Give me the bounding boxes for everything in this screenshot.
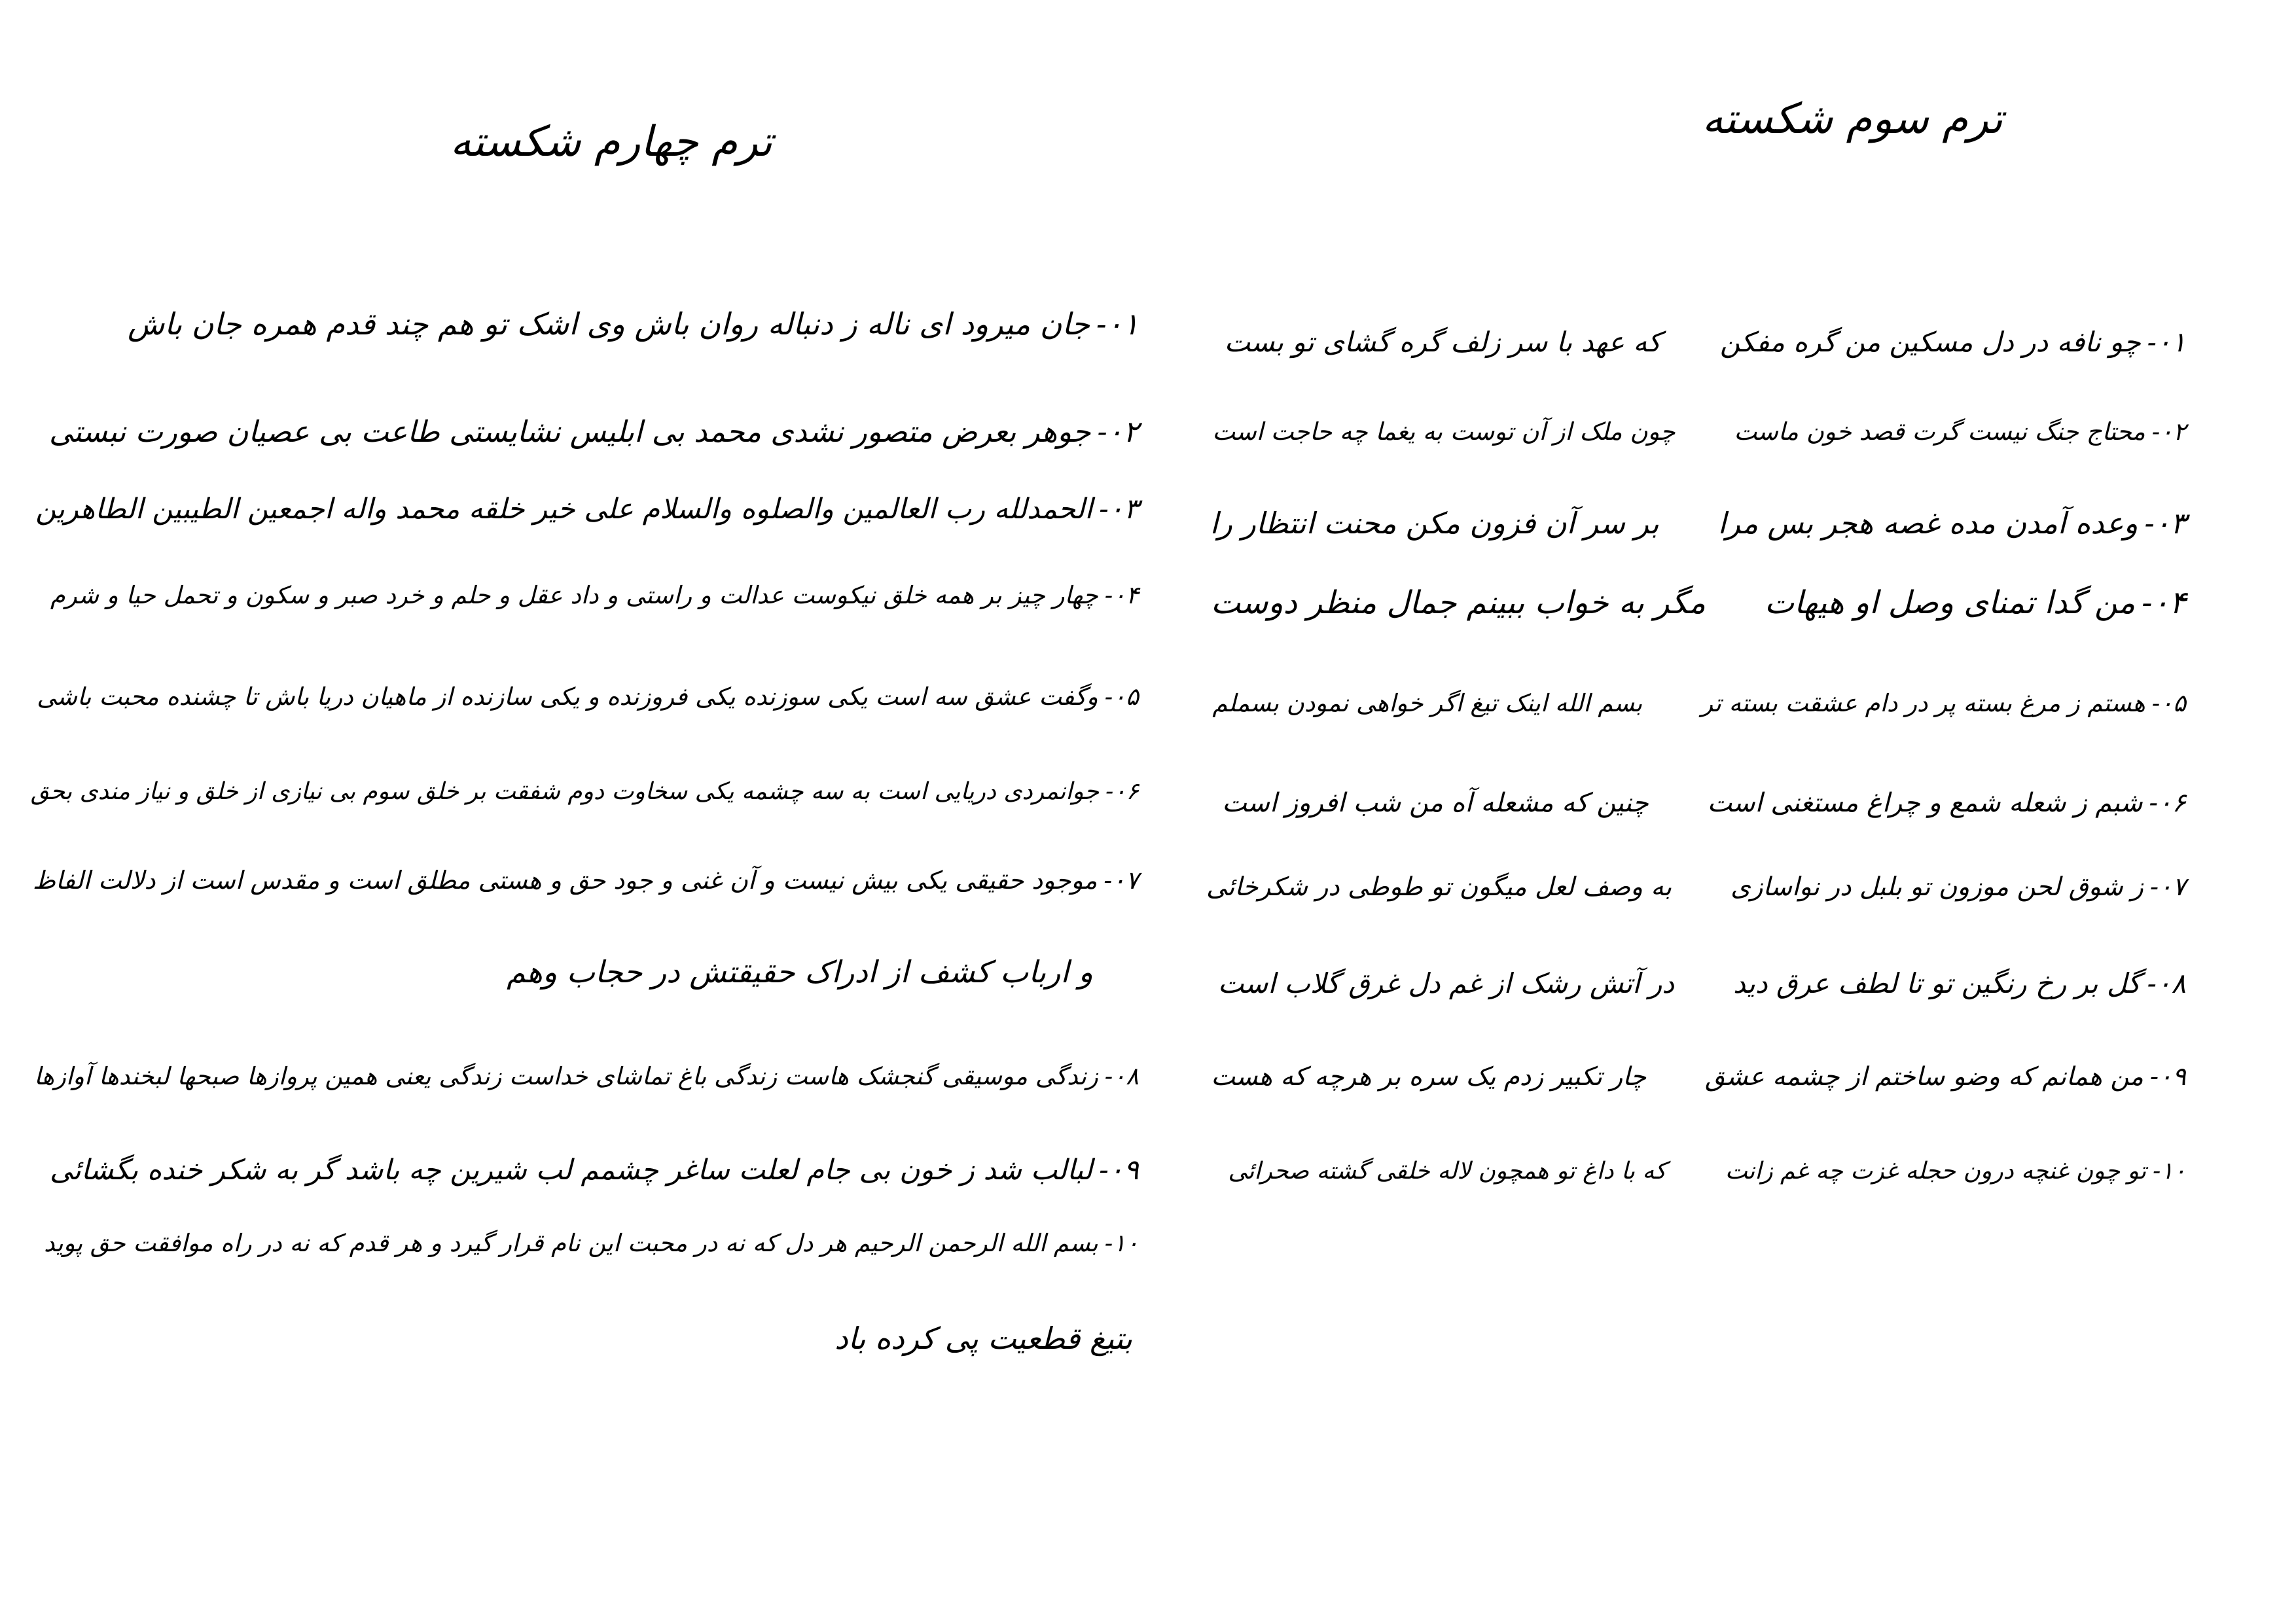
hemistich-first: محتاج جنگ نیست گرت قصد خون ماست	[1734, 418, 2145, 446]
text-line	[50, 582, 1139, 609]
text-line	[50, 1155, 1139, 1186]
text-line	[49, 416, 1139, 448]
line-text: جان میرود ای ناله ز دنباله روان باش وی اشک تو هم چند قدم همره جان باش	[128, 306, 1090, 342]
hemistich-second: چنین که مشعله آه من شب افروز است	[1222, 788, 1649, 818]
text-line	[35, 494, 1139, 525]
hemistich-first: تو چون غنچه درون حجله غزت چه غم زانت	[1725, 1158, 2147, 1185]
line-number: ۰۴-	[1104, 581, 1139, 609]
text-line	[128, 308, 1139, 341]
line-number: ۰۱-	[1096, 306, 1139, 342]
verse-line	[1211, 1063, 2186, 1092]
line-number: ۰۴-	[2142, 584, 2186, 621]
hemistich-first: چو نافه در دل مسکین من گره مفکن	[1719, 326, 2141, 358]
line-number: ۰۵-	[2151, 689, 2186, 717]
line-number: ۱۰-	[2153, 1158, 2186, 1185]
hemistich-first: من همانم که وضو ساختم از چشمه عشق	[1705, 1062, 2144, 1092]
hemistich-first: شبم ز شعله شمع و چراغ مستغنی است	[1707, 788, 2143, 818]
hemistich-first: ز شوق لحن موزون تو بلبل در نواسازی	[1731, 872, 2144, 902]
verse-line	[1211, 586, 2186, 620]
hemistich-second: بر سر آن فزون مکن محنت انتظار را	[1210, 506, 1659, 541]
line-text: چهار چیز بر همه خلق نیکوست عدالت و راستی و داد عقل و حلم و خرد صبر و سکون و تحمل حیا و شرم	[50, 581, 1098, 609]
line-number: ۰۲-	[1097, 414, 1139, 449]
line-number: ۰۷-	[1103, 866, 1139, 895]
text-line	[31, 779, 1139, 805]
text-line	[34, 1063, 1139, 1090]
line-number: ۰۹-	[1099, 1154, 1139, 1186]
hemistich-second: بسم الله اینک تیغ اگر خواهی نمودن بسملم	[1212, 689, 1643, 717]
line-number: ۰۷-	[2149, 872, 2186, 902]
line-number: ۰۳-	[2144, 506, 2186, 541]
line-text: زندگی موسیقی گنجشک هاست زندگی باغ تماشای خداست زندگی یعنی همین پروازها صبحها لبخندها آوازها	[34, 1062, 1098, 1090]
verse-line	[1212, 690, 2186, 717]
verse-line	[1206, 874, 2186, 902]
text-line-continuation	[507, 955, 1100, 989]
line-number: ۰۲-	[2151, 418, 2186, 446]
verse-line	[1210, 507, 2186, 540]
hemistich-first: من گدا تمنای وصل او هیهات	[1764, 584, 2136, 621]
column-title: ترم چهارم شکسته	[450, 118, 772, 166]
verse-line	[1218, 969, 2186, 999]
line-text: لبالب شد ز خون بی جام لعلت ساغر چشمم لب شیرین چه باشد گر به شکر خنده بگشائی	[50, 1154, 1093, 1186]
hemistich-second: چار تکبیر زدم یک سره بر هرچه که هست	[1211, 1062, 1647, 1092]
verse-line	[1212, 419, 2186, 446]
line-text: جوهر بعرض متصور نشدی محمد بی ابلیس نشایستی طاعت بی عصیان صورت نبستی	[48, 414, 1091, 449]
line-text: موجود حقیقی یکی بیش نیست و آن غنی و جود حق و هستی مطلق است و مقدس است از دلالت الفاظ	[32, 866, 1098, 895]
text-line	[37, 684, 1139, 711]
hemistich-second: مگر به خواب ببینم جمال منظر دوست	[1210, 584, 1706, 621]
hemistich-second: که عهد با سر زلف گره گشای تو بست	[1224, 326, 1661, 358]
column-title: ترم سوم شکسته	[1702, 95, 2003, 143]
line-number: ۰۱-	[2147, 326, 2186, 358]
text-line	[33, 867, 1139, 895]
line-number: ۰۸-	[2147, 967, 2186, 999]
line-number: ۰۵-	[1104, 683, 1139, 711]
line-number: ۱۰-	[1104, 1229, 1139, 1257]
line-number: ۰۶-	[1105, 778, 1139, 805]
verse-line	[1228, 1158, 2186, 1185]
line-text: جوانمردی دریایی است به سه چشمه یکی سخاوت دوم شفقت بر خلق سوم بی نیازی از خلق و نیاز مندی بحق	[30, 778, 1100, 805]
hemistich-first: گل بر رخ رنگین تو تا لطف عرق دید	[1733, 967, 2141, 999]
line-text: و ارباب کشف از ادراک حقیقتش در حجاب وهم	[507, 954, 1093, 990]
text-line	[44, 1230, 1139, 1257]
hemistich-first: هستم ز مرغ بسته پر در دام عشقت بسته تر	[1701, 689, 2145, 717]
hemistich-first: وعده آمدن مده غصه هجر بس مرا	[1717, 506, 2138, 541]
line-text: الحمدلله رب العالمین والصلوه والسلام علی خیر خلقه محمد واله اجمعین الطیبین الطاهرین	[35, 493, 1093, 526]
text-line-continuation	[834, 1322, 1139, 1355]
line-number: ۰۳-	[1099, 493, 1139, 526]
line-text: بسم الله الرحمن الرحیم هر دل که نه در محبت این نام قرار گیرد و هر قدم که نه در راه موافقت حق پوید	[43, 1229, 1098, 1257]
hemistich-second: که با داغ تو همچون لاله خلقی گشته صحرائی	[1228, 1158, 1666, 1185]
line-text: بتیغ قطعیت پی کرده باد	[834, 1321, 1132, 1356]
verse-line	[1222, 789, 2186, 817]
hemistich-second: به وصف لعل میگون تو طوطی در شکرخائی	[1206, 872, 1672, 902]
line-text: وگفت عشق سه است یکی سوزنده یکی فروزنده و یکی سازنده از ماهیان دریا باش تا چشنده محبت باشی	[37, 683, 1098, 711]
verse-line	[1225, 327, 2186, 357]
line-number: ۰۶-	[2149, 788, 2186, 818]
hemistich-second: چون ملک از آن توست به یغما چه حاجت است	[1212, 418, 1676, 446]
line-number: ۰۸-	[1104, 1062, 1139, 1090]
hemistich-second: در آتش رشک از غم دل غرق گلاب است	[1217, 967, 1675, 999]
line-number: ۰۹-	[2149, 1062, 2186, 1092]
